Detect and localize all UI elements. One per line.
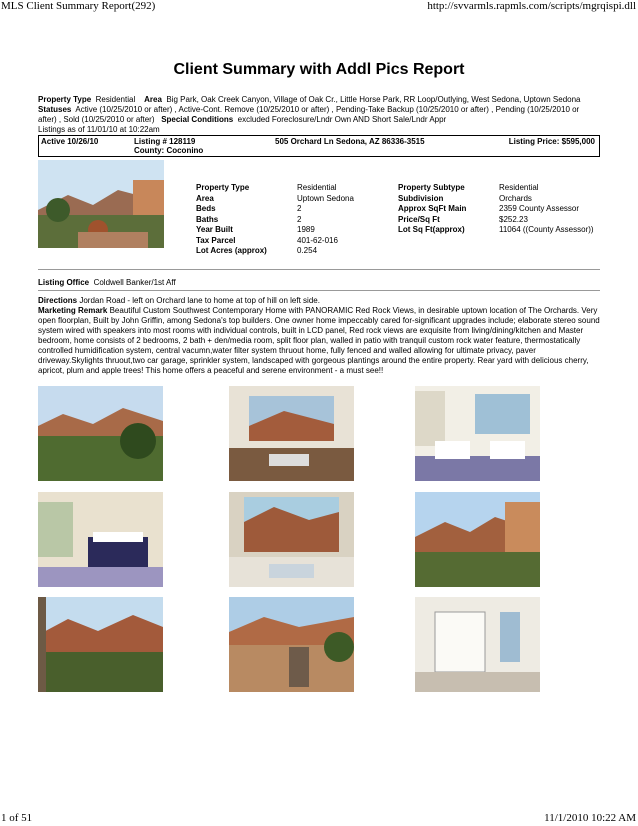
listing-number: Listing # 128119 [134,137,196,146]
divider [38,290,600,291]
listing-price: Listing Price: $595,000 [508,137,595,146]
detail-label: Lot Sq Ft(approx) [398,225,465,234]
listing-office-value: Coldwell Banker/1st Aff [93,278,176,287]
listings-as-of: Listings as of 11/01/10 at 10:22am [38,125,160,134]
detail-label: Subdivision [398,193,444,203]
additional-photo[interactable] [229,492,354,587]
additional-photo[interactable] [415,597,540,692]
page-indicator: 1 of 51 [1,812,33,824]
directions-value: Jordan Road - left on Orchard lane to home at top of hill on left side. [79,296,320,305]
detail-label: Beds [196,204,216,213]
directions-label: Directions [38,296,78,305]
property-type-label: Property Type [38,95,92,104]
detail-label: Lot Acres (approx) [196,246,267,255]
statuses-value: Active (10/25/2010 or after) , Active-Cont. Remove (10/25/2010 or after) , Pending-Take Backup (10/25/2010 or after) , Pending (10/25/2010 or after) , Sold (10/25/2010 or after) [38,105,580,124]
additional-photo[interactable] [38,492,163,587]
property-type-value: Residential [95,95,136,104]
detail-label: Area [196,193,214,203]
detail-label: Baths [196,214,219,224]
browser-page-title: MLS Client Summary Report(292) [1,0,156,12]
details-left-values [297,183,354,257]
marketing-remark-value: Beautiful Custom Southwest Contemporary Home with PANORAMIC Red Rock Views, in desirable uptown location of The Orchards. Very open floorplan, Built by John Griffin, among Sedona's top builders. One owner home impeccably cared for-significant upgrades include; elaborate stereo sound system wired with speakers into most rooms with individual controls, built in LCD panel, Red rock views are exquisite from living/dining/kitchen and Master bedroom, home consists of 2 bedrooms, 2 bath + den/media room, split floor plan, walled in patio with tranquil custom rock water feature, thermostatically controlled humidification system, central vacumn,water filter system thruout home, fully fenced and walled allowing for ultimate privacy, paver driveway.Skylights thruout,two car garage, sprinkler system, landscaped with gorgeous plantings around the entire property. Rear yard with delicious cherry, apricot, plum and apple trees! This home offers a peaceful and serene environment - a must see!! [38,306,600,375]
search-criteria [38,95,600,135]
main-photo[interactable] [38,160,164,248]
special-conditions-label: Special Conditions [161,115,234,124]
area-label: Area [144,95,162,104]
marketing-remark-label: Marketing Remark [38,306,108,315]
additional-photo[interactable] [38,386,163,481]
listing-address: 505 Orchard Ln Sedona, AZ 86336-3515 [275,137,425,146]
area-value: Big Park, Oak Creek Canyon, Village of Oak Cr., Little Horse Park, RR Loop/Outlying, West Sedona, Uptown Sedona [166,95,581,104]
listing-office [38,278,176,287]
additional-photo[interactable] [229,597,354,692]
detail-label: Property Type [196,183,250,192]
print-timestamp: 11/1/2010 10:22 AM [544,812,636,824]
detail-label: Tax Parcel [196,235,236,245]
detail-value: Residential [499,183,539,192]
detail-value: 2 [297,214,302,224]
detail-label: Year Built [196,225,233,234]
detail-label: Price/Sq Ft [398,214,440,224]
detail-value: 401-62-016 [297,235,338,245]
detail-value: 2 [297,204,302,213]
detail-value: Orchards [499,193,532,203]
detail-value: 1989 [297,225,315,234]
detail-label: Approx SqFt Main [398,204,467,213]
additional-photo[interactable] [415,386,540,481]
listing-county: County: Coconino [134,146,204,155]
listing-office-label: Listing Office [38,278,90,287]
detail-value: Uptown Sedona [297,193,354,203]
detail-value: 11064 ((County Assessor)) [499,225,594,234]
detail-value: $252.23 [499,214,528,224]
report-title: Client Summary with Addl Pics Report [173,61,465,78]
additional-photo[interactable] [38,597,163,692]
detail-value: 0.254 [297,246,318,255]
additional-photo[interactable] [229,386,354,481]
additional-photo[interactable] [415,492,540,587]
browser-url[interactable]: http://svvarmls.rapmls.com/scripts/mgrqispi.dll [427,0,636,12]
detail-value: Residential [297,183,337,192]
details-right-labels [398,183,466,236]
details-left-labels [196,183,267,257]
details-right-values [499,183,594,236]
divider [38,269,600,270]
statuses-label: Statuses [38,105,72,114]
listing-remarks [38,296,600,376]
special-conditions-value: excluded Foreclosure/Lndr Own AND Short Sale/Lndr Appr [237,115,447,124]
listing-header [38,135,600,157]
listing-status: Active 10/26/10 [41,137,99,146]
detail-label: Property Subtype [398,183,465,192]
detail-value: 2359 County Assessor [499,204,580,213]
